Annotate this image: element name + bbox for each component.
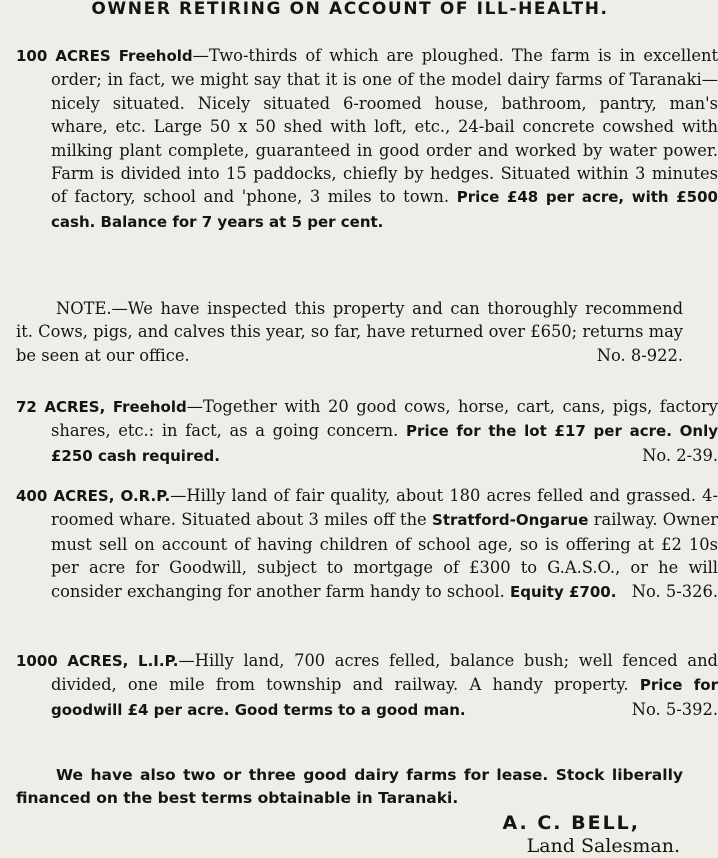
inspection-note bbox=[16, 297, 683, 367]
listing-reference: No. 8-922. bbox=[596, 345, 683, 365]
listing-72-acres bbox=[16, 395, 718, 468]
listing-1000-acres bbox=[16, 649, 718, 722]
listing-terms: Price £48 per acre, with £500 cash. Balance for 7 years at 5 per cent. bbox=[51, 188, 718, 231]
listing-body-continued: railway. Owner must sell on account of having children of school age, so is offering at £2 10s per acre for Goodwill, subject to mortgage of £300 to G.A.S.O., or he will consider exchanging for another farm handy to school. bbox=[51, 510, 718, 601]
listing-body: —Hilly land, 700 acres felled, balance bush; well fenced and divided, one mile from township and railway. A handy property. bbox=[51, 651, 718, 695]
listing-body: —Hilly land of fair quality, about 180 acres felled and grassed. 4-roomed whare. Situated about 3 miles off the bbox=[51, 486, 718, 530]
listing-terms: Price for goodwill £4 per acre. Good terms to a good man. bbox=[51, 676, 718, 719]
listing-reference: No. 5-326. bbox=[631, 581, 718, 601]
listing-lead: 400 ACRES, O.R.P. bbox=[16, 487, 171, 505]
listing-reference: No. 2-39. bbox=[642, 445, 718, 465]
railway-name: Stratford-Ongarue bbox=[432, 511, 589, 530]
listing-lead: 100 ACRES Freehold bbox=[16, 47, 193, 65]
listing-terms: Price for the lot £17 per acre. Only £250 cash required. bbox=[51, 422, 718, 465]
footer-statement: We have also two or three good dairy farms for lease. Stock liberally financed on the best terms obtainable in Taranaki. bbox=[16, 766, 683, 808]
signature-title: Land Salesman. bbox=[526, 835, 680, 857]
listing-reference: No. 5-392. bbox=[631, 699, 718, 719]
listing-100-acres bbox=[16, 44, 718, 234]
listing-terms: Equity £700. bbox=[509, 582, 617, 601]
listing-lead: 1000 ACRES, L.I.P. bbox=[16, 652, 179, 670]
ad-heading: OWNER RETIRING ON ACCOUNT OF ILL-HEALTH. bbox=[91, 0, 609, 19]
listing-body: —Together with 20 good cows, horse, cart, cans, pigs, factory shares, etc.: in fact, as a going concern. bbox=[51, 397, 718, 441]
note-text: NOTE.—We have inspected this property and can thoroughly recommend it. Cows, pigs, and calves this year, so far, have returned over £650; returns may be seen at our office. bbox=[16, 299, 683, 365]
listing-body: —Two-thirds of which are ploughed. The farm is in excellent order; in fact, we might say that it is one of the model dairy farms of Taranaki—nicely situated. Nicely situated 6-roomed house, bathroom, pantry, man's whare, etc. Large 50 x 50 shed with loft, etc., 24-bail concrete cowshed with milking plant complete, guaranteed in good order and worked by water power. Farm is divided into 15 paddocks, chiefly by hedges. Situated within 3 minutes of factory, school and 'phone, 3 miles to town. bbox=[51, 46, 718, 207]
signature-name: A. C. BELL, bbox=[502, 812, 640, 834]
listing-400-acres bbox=[16, 484, 718, 604]
listing-lead: 72 ACRES, Freehold bbox=[16, 398, 187, 416]
